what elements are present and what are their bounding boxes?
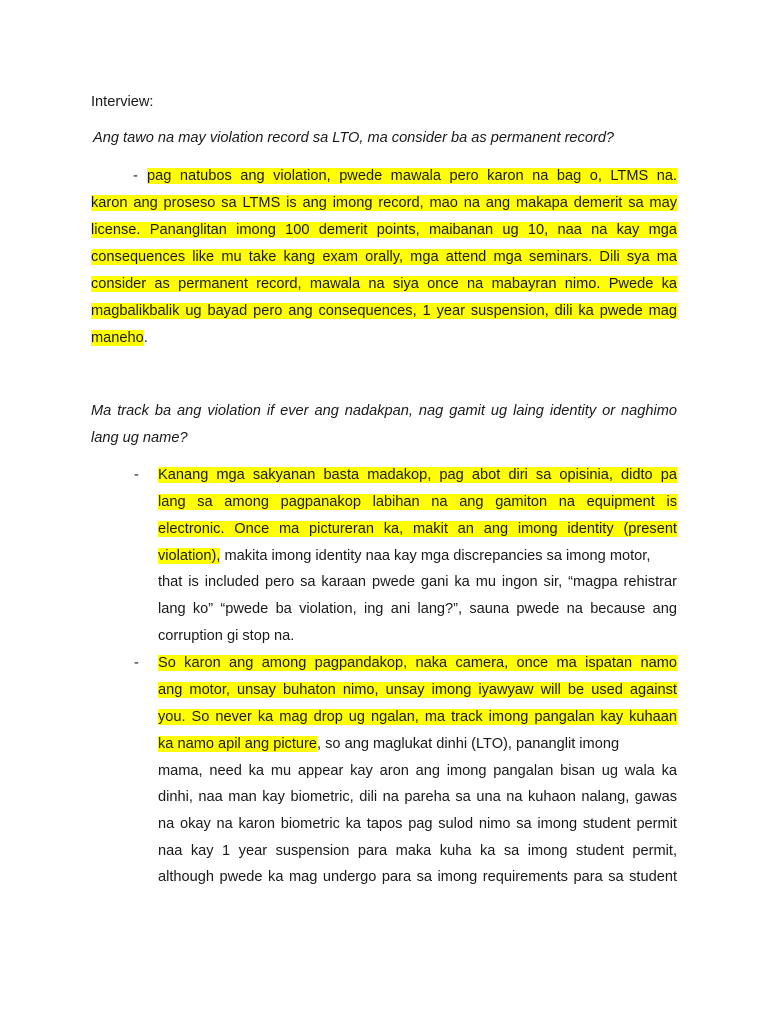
question-2-line: lang ug name? <box>91 430 188 446</box>
answer-1-line <box>91 302 677 320</box>
highlighted-text: lang sa among pagpanakop labihan na ang gamiton na equipment is <box>158 494 677 510</box>
answer-2-line: corruption gi stop na. <box>158 628 295 644</box>
highlighted-text: violation), <box>158 548 221 564</box>
highlighted-text: consider as permanent record, mawala na siya once na mabayran nimo. Pwede ka <box>91 276 677 292</box>
bullet-dash: - <box>134 467 139 483</box>
answer-2-line <box>158 493 677 511</box>
plain-text: . <box>143 330 148 346</box>
highlighted-text: license. Pananglitan imong 100 demerit points, maibanan ug 10, naa na kay mga <box>91 222 677 238</box>
answer-3-line <box>158 681 677 699</box>
answer-3-line: naa kay 1 year suspension para maka kuha ka sa imong student permit, <box>158 843 677 859</box>
highlighted-text: So karon ang among pagpandakop, naka camera, once ma ispatan namo <box>158 655 677 671</box>
answer-1-line <box>91 275 677 293</box>
question-2-line: Ma track ba ang violation if ever ang nadakpan, nag gamit ug laing identity or naghimo <box>91 403 677 419</box>
interview-heading: Interview: <box>91 94 154 110</box>
highlighted-text: electronic. Once ma pictureran ka, makit an ang imong identity (present <box>158 521 677 537</box>
plain-text: , so ang maglukat dinhi (LTO), pananglit imong <box>317 736 620 752</box>
answer-3-line: although pwede ka mag undergo para sa imong requirements para sa student <box>158 869 677 885</box>
highlighted-text: Kanang mga sakyanan basta madakop, pag abot diri sa opisinia, didto pa <box>158 467 677 483</box>
highlighted-text: pag natubos ang violation, pwede mawala pero karon na bag o, LTMS na. <box>147 168 677 184</box>
answer-2-line <box>158 547 650 565</box>
answer-2-line: lang ko” “pwede ba violation, ing ani lang?”, sauna pwede na because ang <box>158 601 677 617</box>
answer-1-line <box>91 221 677 239</box>
bullet-dash: - <box>134 655 139 671</box>
answer-3-line: dinhi, naa man kay biometric, dili na pareha sa una na kuhaon nalang, gawas <box>158 789 677 805</box>
highlighted-text: magbalikbalik ug bayad pero ang consequences, 1 year suspension, dili ka pwede mag <box>91 303 677 319</box>
answer-1-line <box>91 329 148 347</box>
answer-2-line <box>158 520 677 538</box>
highlighted-text: maneho <box>91 330 144 346</box>
answer-1-line <box>91 248 677 266</box>
highlighted-text: you. So never ka mag drop ug ngalan, ma track imong pangalan kay kuhaan <box>158 709 677 725</box>
question-1: Ang tawo na may violation record sa LTO, ma consider ba as permanent record? <box>93 130 615 146</box>
answer-3-line <box>158 708 677 726</box>
answer-1-line <box>147 167 677 185</box>
answer-2-line <box>158 466 677 484</box>
highlighted-text: ang motor, unsay buhaton nimo, unsay imong iyawyaw will be used against <box>158 682 677 698</box>
answer-3-line <box>158 735 619 753</box>
highlighted-text: consequences like mu take kang exam orally, mga attend mga seminars. Dili sya ma <box>91 249 677 265</box>
answer-2-line: that is included pero sa karaan pwede gani ka mu ingon sir, “magpa rehistrar <box>158 574 677 590</box>
answer-3-line: na okay na karon biometric ka tapos pag sulod nimo sa imong student permit <box>158 816 677 832</box>
answer-1-line <box>91 194 677 212</box>
plain-text: makita imong identity naa kay mga discrepancies sa imong motor, <box>220 548 651 564</box>
highlighted-text: ka namo apil ang picture <box>158 736 318 752</box>
bullet-dash: - <box>133 168 138 184</box>
answer-3-line: mama, need ka mu appear kay aron ang imong pangalan bisan ug wala ka <box>158 763 677 779</box>
highlighted-text: karon ang proseso sa LTMS is ang imong record, mao na ang makapa demerit sa may <box>91 195 677 211</box>
answer-3-line <box>158 654 677 672</box>
